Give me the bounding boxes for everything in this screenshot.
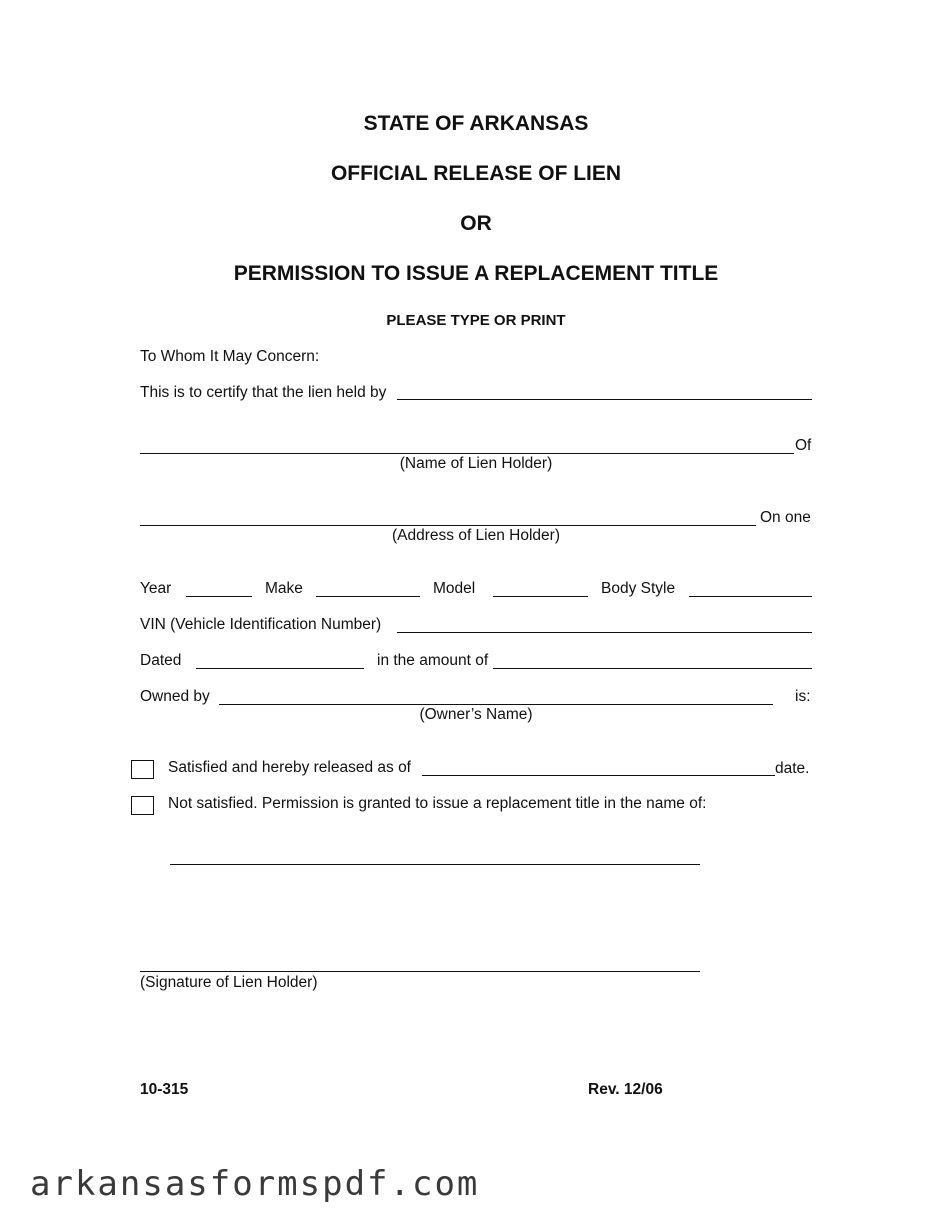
date-label: date. [775,760,810,777]
vin-label: VIN (Vehicle Identification Number) [140,616,382,633]
is-label: is: [795,688,811,705]
lien-holder-name-caption: (Name of Lien Holder) [399,455,553,472]
on-one-label: On one [760,509,811,526]
body-style-label: Body Style [601,580,676,597]
amount-label: in the amount of [377,652,489,669]
revision-date: Rev. 12/06 [588,1081,663,1098]
of-label: Of [795,437,812,454]
replacement-title-name-field[interactable] [170,864,700,865]
form-title-or: OR [460,212,492,235]
lien-held-by-field[interactable] [397,399,812,400]
lien-holder-name-field[interactable] [140,453,794,454]
make-field[interactable] [316,596,420,597]
make-label: Make [265,580,303,597]
watermark-text: arkansasformspdf.com [30,1164,480,1204]
year-field[interactable] [186,596,252,597]
certify-label: This is to certify that the lien held by [140,384,387,401]
lien-holder-address-field[interactable] [140,525,756,526]
satisfied-checkbox[interactable] [131,760,154,779]
dated-field[interactable] [196,668,364,669]
vin-field[interactable] [397,632,812,633]
owner-name-caption: (Owner’s Name) [419,706,533,723]
lien-holder-address-caption: (Address of Lien Holder) [392,527,560,544]
salutation: To Whom It May Concern: [140,348,320,365]
owner-name-field[interactable] [219,704,773,705]
not-satisfied-checkbox[interactable] [131,796,154,815]
release-date-field[interactable] [422,775,775,776]
type-or-print-instruction: PLEASE TYPE OR PRINT [386,312,566,329]
owned-by-label: Owned by [140,688,210,705]
model-label: Model [433,580,476,597]
signature-field[interactable] [140,971,700,972]
amount-field[interactable] [493,668,812,669]
form-state-heading: STATE OF ARKANSAS [363,112,589,135]
signature-caption: (Signature of Lien Holder) [140,974,318,991]
year-label: Year [140,580,172,597]
form-title-release: OFFICIAL RELEASE OF LIEN [330,162,622,185]
body-style-field[interactable] [689,596,812,597]
dated-label: Dated [140,652,182,669]
satisfied-label: Satisfied and hereby released as of [168,759,411,776]
form-number: 10-315 [140,1081,189,1098]
model-field[interactable] [493,596,588,597]
form-title-permission: PERMISSION TO ISSUE A REPLACEMENT TITLE [233,262,719,285]
not-satisfied-label: Not satisfied. Permission is granted to issue a replacement title in the name of: [168,795,707,812]
